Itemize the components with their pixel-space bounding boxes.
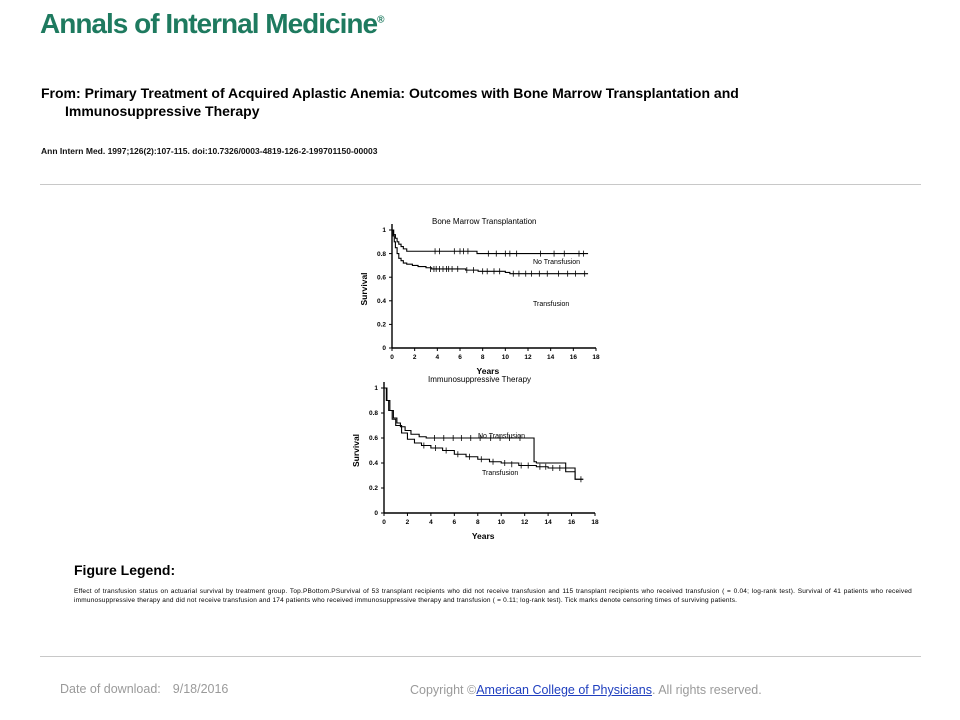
x-tick-label: 10 [497,519,505,526]
x-tick-label: 16 [569,354,577,361]
bottom-divider [40,656,921,657]
article-title [41,84,881,120]
y-tick-label: 1 [374,385,378,393]
x-tick-label: 8 [475,519,480,526]
figure-legend-text: Effect of transfusion status on actuarial survival by treatment group. Top.PBottom.PSurvival of 53 transplant recipients who did not receive transfusion and 115 transplant recipients who received transfusion ( = 0.04; log-rank test). Survival of 41 patients who received immunosuppressive therapy and did not receive transfusion and 174 patients who received immunosuppressive therapy and transfusion ( = 0.11; log-rank test). Tick marks denote censoring times of surviving patients. [74,588,912,604]
y-tick-label: 0.2 [376,321,386,329]
download-date-value: 9/18/2016 [172,682,229,696]
x-tick-label: 4 [429,519,433,526]
survival-panel-2 [351,375,599,541]
x-tick-label: 14 [547,354,555,361]
journal-name: Annals of Internal Medicine [40,8,378,39]
x-tick-label: 6 [458,354,462,361]
x-tick-label: 0 [382,519,386,526]
publisher-link[interactable]: American College of Physicians [476,683,652,697]
x-tick-label: 2 [405,519,410,526]
y-axis-label: Survival [359,272,369,306]
y-tick-label: 0.6 [368,435,378,443]
series-label: No Transfusion [533,259,581,266]
y-tick-label: 0 [374,510,378,518]
y-tick-label: 0.8 [376,250,386,258]
x-tick-label: 10 [501,354,509,361]
survival-curve-transfusion [392,230,588,274]
survival-figure [350,208,620,548]
survival-panel-1 [359,217,600,376]
panel-title: Bone Marrow Transplantation [432,217,537,226]
from-prefix: From: [41,85,81,101]
figure [350,208,620,553]
x-tick-label: 12 [521,519,529,526]
series-label: No Transfusion [478,433,526,440]
download-date [60,682,228,696]
y-tick-label: 0.4 [368,460,378,468]
top-divider [40,184,921,185]
x-tick-label: 14 [544,519,552,526]
registered-mark: ® [377,14,385,26]
x-tick-label: 16 [567,519,576,526]
x-axis-label: Years [476,366,500,376]
copyright-prefix: Copyright © [410,683,477,697]
x-tick-label: 4 [435,354,440,361]
figure-legend-heading: Figure Legend: [74,562,176,578]
copyright-suffix: . All rights reserved. [651,683,762,697]
y-tick-label: 1 [382,227,386,235]
x-axis-label: Years [471,531,495,541]
x-tick-label: 0 [390,354,394,361]
x-tick-label: 2 [412,354,417,361]
copyright-notice [410,683,762,697]
y-axis-label: Survival [351,433,361,468]
survival-curve-no-transfusion [392,230,588,254]
download-date-label: Date of download: [60,682,161,696]
x-tick-label: 18 [591,519,599,526]
series-label: Transfusion [533,301,570,308]
title-line-1: Primary Treatment of Acquired Aplastic Anemia: Outcomes with Bone Marrow Transplantation and [84,85,739,101]
y-tick-label: 0 [382,345,386,353]
y-tick-label: 0.8 [368,410,378,418]
y-tick-label: 0.6 [376,274,386,282]
x-tick-label: 12 [524,354,532,361]
x-tick-label: 6 [452,519,457,526]
panel-title: Immunosuppressive Therapy [428,375,532,384]
title-line-2: Immunosuppressive Therapy [65,103,260,119]
citation: Ann Intern Med. 1997;126(2):107-115. doi:10.7326/0003-4819-126-2-199701150-00003 [41,146,378,156]
x-tick-label: 18 [592,354,600,361]
y-tick-label: 0.2 [368,485,378,493]
series-label: Transfusion [482,470,519,477]
y-tick-label: 0.4 [376,298,386,305]
x-tick-label: 8 [480,354,485,361]
journal-logo [40,8,384,40]
